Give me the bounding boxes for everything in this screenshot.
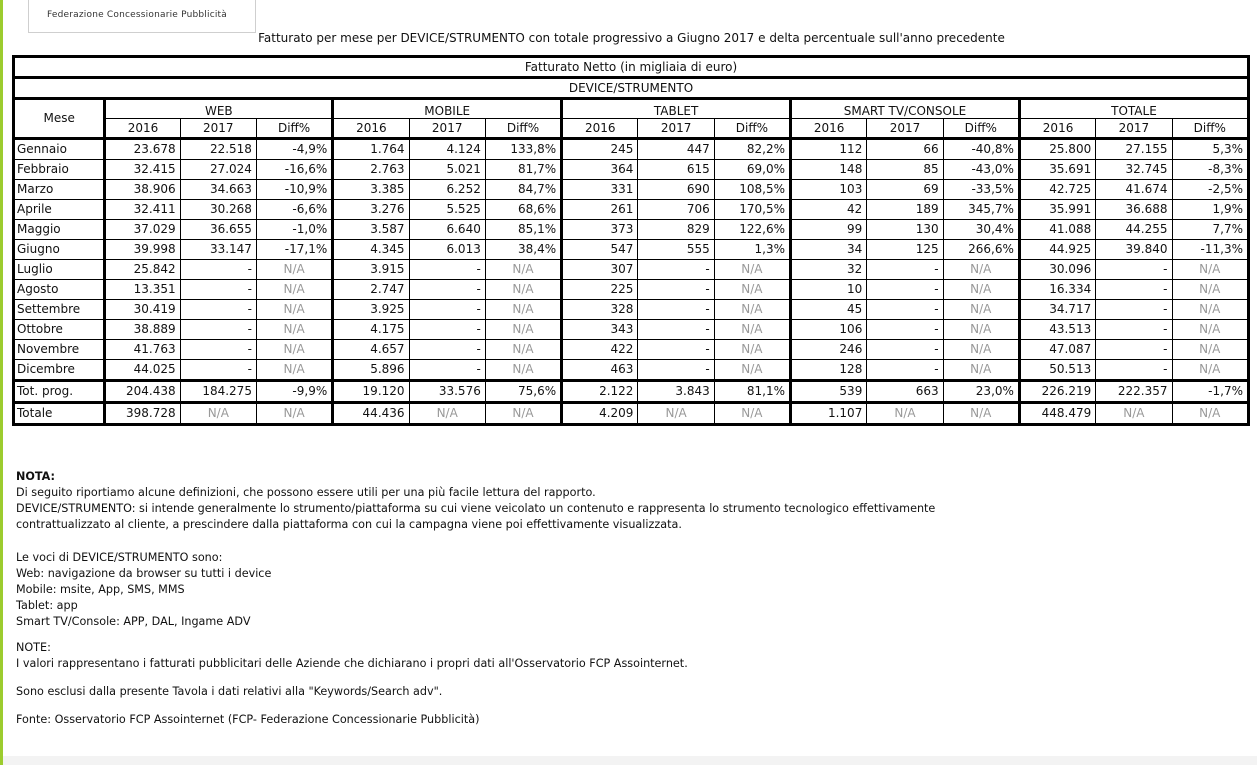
row-label: Giugno xyxy=(14,240,105,260)
cell-smarttv-diff: N/A xyxy=(943,340,1019,360)
nota-heading: NOTA: xyxy=(16,470,55,483)
subheader-web-diff: Diff% xyxy=(256,119,332,139)
cell-smarttv-2017: 663 xyxy=(867,381,943,403)
table-row xyxy=(14,240,1249,260)
row-label: Settembre xyxy=(14,300,105,320)
row-label: Marzo xyxy=(14,180,105,200)
cell-smarttv-2017: 85 xyxy=(867,160,943,180)
cell-web-diff: -1,0% xyxy=(256,220,332,240)
cell-web-diff: N/A xyxy=(256,260,332,280)
cell-mobile-2016: 4.657 xyxy=(333,340,409,360)
cell-mobile-2016: 44.436 xyxy=(333,403,409,425)
cell-smarttv-diff: -33,5% xyxy=(943,180,1019,200)
table-row xyxy=(14,340,1249,360)
row-label: Novembre xyxy=(14,340,105,360)
cell-totale-diff: -8,3% xyxy=(1172,160,1248,180)
cell-tablet-2016: 343 xyxy=(562,320,638,340)
cell-tablet-diff: 170,5% xyxy=(714,200,790,220)
voce-smarttv: Smart TV/Console: APP, DAL, Ingame ADV xyxy=(16,615,251,628)
group-header-totale: TOTALE xyxy=(1019,99,1248,119)
cell-smarttv-2017: N/A xyxy=(867,403,943,425)
cell-tablet-2016: 307 xyxy=(562,260,638,280)
cell-web-diff: N/A xyxy=(256,340,332,360)
subheader-mobile-2016: 2016 xyxy=(333,119,409,139)
cell-totale-2017: N/A xyxy=(1096,403,1172,425)
cell-totale-2016: 42.725 xyxy=(1019,180,1095,200)
cell-web-2017: N/A xyxy=(180,403,256,425)
cell-mobile-diff: N/A xyxy=(485,260,561,280)
cell-tablet-2016: 261 xyxy=(562,200,638,220)
cell-smarttv-2016: 148 xyxy=(791,160,867,180)
cell-mobile-diff: 81,7% xyxy=(485,160,561,180)
subheader-tablet-diff: Diff% xyxy=(714,119,790,139)
cell-tablet-diff: 108,5% xyxy=(714,180,790,200)
left-accent-bar xyxy=(0,0,3,765)
cell-smarttv-2016: 112 xyxy=(791,139,867,160)
cell-totale-2016: 448.479 xyxy=(1019,403,1095,425)
cell-web-2016: 38.889 xyxy=(105,320,180,340)
cell-mobile-diff: 38,4% xyxy=(485,240,561,260)
subheader-tablet-2017: 2017 xyxy=(638,119,714,139)
cell-totale-2016: 35.991 xyxy=(1019,200,1095,220)
cell-web-diff: -16,6% xyxy=(256,160,332,180)
table-row xyxy=(14,200,1249,220)
cell-tablet-2017: 690 xyxy=(638,180,714,200)
table-caption-device: DEVICE/STRUMENTO xyxy=(14,78,1249,99)
cell-smarttv-2017: 66 xyxy=(867,139,943,160)
nota-line-3: contrattualizzato al cliente, a prescindere dalla piattaforma con cui la campagna viene poi effettivamente visualizzata. xyxy=(16,518,682,531)
cell-tablet-2016: 364 xyxy=(562,160,638,180)
cell-smarttv-2016: 10 xyxy=(791,280,867,300)
row-label: Totale xyxy=(14,403,105,425)
cell-smarttv-2017: 130 xyxy=(867,220,943,240)
cell-smarttv-2016: 106 xyxy=(791,320,867,340)
table-row xyxy=(14,280,1249,300)
cell-mobile-diff: N/A xyxy=(485,280,561,300)
cell-mobile-2017: 5.525 xyxy=(409,200,485,220)
cell-smarttv-diff: N/A xyxy=(943,260,1019,280)
cell-totale-diff: N/A xyxy=(1172,320,1248,340)
note-heading: NOTE: xyxy=(16,641,51,654)
subheader-mobile-2017: 2017 xyxy=(409,119,485,139)
cell-totale-2016: 43.513 xyxy=(1019,320,1095,340)
cell-totale-2017: - xyxy=(1096,280,1172,300)
cell-totale-diff: N/A xyxy=(1172,340,1248,360)
cell-totale-2016: 25.800 xyxy=(1019,139,1095,160)
cell-smarttv-2016: 539 xyxy=(791,381,867,403)
nota-line-1: Di seguito riportiamo alcune definizioni, che possono essere utili per una più facile lettura del rapporto. xyxy=(16,486,596,499)
cell-tablet-2017: 706 xyxy=(638,200,714,220)
cell-mobile-2017: - xyxy=(409,360,485,381)
cell-tablet-2017: - xyxy=(638,280,714,300)
cell-mobile-2016: 3.915 xyxy=(333,260,409,280)
cell-mobile-2017: 4.124 xyxy=(409,139,485,160)
cell-smarttv-diff: N/A xyxy=(943,280,1019,300)
revenue-table xyxy=(12,55,1250,426)
cell-smarttv-diff: 266,6% xyxy=(943,240,1019,260)
cell-mobile-diff: 133,8% xyxy=(485,139,561,160)
row-label: Tot. prog. xyxy=(14,381,105,403)
cell-mobile-2016: 1.764 xyxy=(333,139,409,160)
cell-totale-2016: 44.925 xyxy=(1019,240,1095,260)
voci-heading: Le voci di DEVICE/STRUMENTO sono: xyxy=(16,551,223,564)
cell-mobile-diff: N/A xyxy=(485,340,561,360)
cell-tablet-2016: 373 xyxy=(562,220,638,240)
cell-totale-2017: - xyxy=(1096,360,1172,381)
cell-tablet-2016: 4.209 xyxy=(562,403,638,425)
cell-web-2016: 41.763 xyxy=(105,340,180,360)
cell-mobile-diff: 75,6% xyxy=(485,381,561,403)
header-fragment-text: Federazione Concessionarie Pubblicità xyxy=(47,10,227,20)
cell-totale-2017: 32.745 xyxy=(1096,160,1172,180)
cell-mobile-2016: 4.175 xyxy=(333,320,409,340)
row-label: Aprile xyxy=(14,200,105,220)
fonte-line: Fonte: Osservatorio FCP Assointernet (FCP- Federazione Concessionarie Pubblicità) xyxy=(16,713,480,726)
cell-mobile-2016: 5.896 xyxy=(333,360,409,381)
table-row xyxy=(14,139,1249,160)
row-label: Maggio xyxy=(14,220,105,240)
cell-totale-2017: 39.840 xyxy=(1096,240,1172,260)
cell-tablet-diff: N/A xyxy=(714,340,790,360)
cell-totale-2017: 41.674 xyxy=(1096,180,1172,200)
notes-section xyxy=(16,469,935,728)
cell-web-2016: 44.025 xyxy=(105,360,180,381)
cell-web-diff: -9,9% xyxy=(256,381,332,403)
cell-web-2017: 22.518 xyxy=(180,139,256,160)
table-row xyxy=(14,360,1249,381)
cell-web-2016: 398.728 xyxy=(105,403,180,425)
cell-totale-diff: -2,5% xyxy=(1172,180,1248,200)
cell-web-2016: 39.998 xyxy=(105,240,180,260)
subheader-web-2017: 2017 xyxy=(180,119,256,139)
cell-tablet-diff: 81,1% xyxy=(714,381,790,403)
cell-totale-2017: 27.155 xyxy=(1096,139,1172,160)
cell-mobile-2016: 3.587 xyxy=(333,220,409,240)
table-caption-fatturato: Fatturato Netto (in migliaia di euro) xyxy=(14,57,1249,78)
cell-tablet-2017: - xyxy=(638,300,714,320)
cell-mobile-2016: 2.763 xyxy=(333,160,409,180)
cell-web-2017: - xyxy=(180,300,256,320)
cell-smarttv-diff: -43,0% xyxy=(943,160,1019,180)
subheader-totale-diff: Diff% xyxy=(1172,119,1248,139)
cell-web-2017: 184.275 xyxy=(180,381,256,403)
cell-web-diff: -4,9% xyxy=(256,139,332,160)
table-row xyxy=(14,403,1249,425)
cell-smarttv-diff: 23,0% xyxy=(943,381,1019,403)
cell-tablet-2017: 555 xyxy=(638,240,714,260)
cell-smarttv-2016: 99 xyxy=(791,220,867,240)
voce-tablet: Tablet: app xyxy=(16,599,78,612)
cell-totale-diff: N/A xyxy=(1172,300,1248,320)
cell-web-diff: N/A xyxy=(256,403,332,425)
cell-mobile-2017: N/A xyxy=(409,403,485,425)
cell-tablet-2017: - xyxy=(638,360,714,381)
cell-totale-diff: 1,9% xyxy=(1172,200,1248,220)
cell-tablet-2017: - xyxy=(638,340,714,360)
report-title: Fatturato per mese per DEVICE/STRUMENTO con totale progressivo a Giugno 2017 e delta percentuale sull'anno precedente xyxy=(258,31,1005,45)
cell-web-2017: - xyxy=(180,320,256,340)
cell-tablet-2017: - xyxy=(638,260,714,280)
cell-tablet-diff: 1,3% xyxy=(714,240,790,260)
row-label: Gennaio xyxy=(14,139,105,160)
subheader-totale-2016: 2016 xyxy=(1019,119,1095,139)
cell-tablet-diff: 122,6% xyxy=(714,220,790,240)
cell-smarttv-diff: -40,8% xyxy=(943,139,1019,160)
cell-tablet-2016: 225 xyxy=(562,280,638,300)
cell-smarttv-2017: 125 xyxy=(867,240,943,260)
cell-mobile-2017: - xyxy=(409,340,485,360)
cell-mobile-2016: 3.276 xyxy=(333,200,409,220)
cell-totale-2017: - xyxy=(1096,300,1172,320)
cell-tablet-diff: N/A xyxy=(714,320,790,340)
cell-web-2016: 38.906 xyxy=(105,180,180,200)
cell-web-diff: N/A xyxy=(256,300,332,320)
cell-tablet-2016: 245 xyxy=(562,139,638,160)
group-header-tablet: TABLET xyxy=(562,99,791,119)
cell-smarttv-2016: 103 xyxy=(791,180,867,200)
cell-mobile-diff: N/A xyxy=(485,300,561,320)
cell-totale-diff: N/A xyxy=(1172,280,1248,300)
cell-mobile-2017: - xyxy=(409,260,485,280)
table-row xyxy=(14,180,1249,200)
cell-tablet-diff: N/A xyxy=(714,300,790,320)
cell-tablet-2017: N/A xyxy=(638,403,714,425)
cell-tablet-2016: 463 xyxy=(562,360,638,381)
cell-web-2017: - xyxy=(180,280,256,300)
cell-totale-2016: 226.219 xyxy=(1019,381,1095,403)
cell-smarttv-2017: - xyxy=(867,280,943,300)
cell-tablet-diff: N/A xyxy=(714,360,790,381)
cell-tablet-2017: - xyxy=(638,320,714,340)
table-row xyxy=(14,260,1249,280)
cell-mobile-2016: 2.747 xyxy=(333,280,409,300)
row-label: Agosto xyxy=(14,280,105,300)
cell-smarttv-2017: - xyxy=(867,300,943,320)
bottom-strip xyxy=(3,756,1257,765)
cell-smarttv-2017: - xyxy=(867,260,943,280)
cell-web-2016: 30.419 xyxy=(105,300,180,320)
cell-totale-diff: N/A xyxy=(1172,403,1248,425)
cell-web-2017: - xyxy=(180,340,256,360)
group-header-web: WEB xyxy=(105,99,333,119)
cell-mobile-diff: 85,1% xyxy=(485,220,561,240)
cell-smarttv-diff: N/A xyxy=(943,403,1019,425)
cell-mobile-2017: 6.252 xyxy=(409,180,485,200)
cell-tablet-2016: 331 xyxy=(562,180,638,200)
cell-totale-2016: 16.334 xyxy=(1019,280,1095,300)
note-line-2: Sono esclusi dalla presente Tavola i dati relativi alla "Keywords/Search adv". xyxy=(16,685,443,698)
table-row xyxy=(14,300,1249,320)
cell-web-diff: N/A xyxy=(256,360,332,381)
cell-web-2016: 25.842 xyxy=(105,260,180,280)
cell-totale-2016: 41.088 xyxy=(1019,220,1095,240)
cell-tablet-2016: 2.122 xyxy=(562,381,638,403)
row-label: Ottobre xyxy=(14,320,105,340)
cell-web-2017: 33.147 xyxy=(180,240,256,260)
cell-totale-2016: 47.087 xyxy=(1019,340,1095,360)
cell-mobile-2017: - xyxy=(409,280,485,300)
cell-tablet-diff: N/A xyxy=(714,403,790,425)
cell-web-diff: -6,6% xyxy=(256,200,332,220)
cell-mobile-diff: N/A xyxy=(485,320,561,340)
cell-web-2017: 36.655 xyxy=(180,220,256,240)
cell-smarttv-2017: - xyxy=(867,360,943,381)
table-row xyxy=(14,320,1249,340)
cell-tablet-2016: 328 xyxy=(562,300,638,320)
cell-totale-2017: 222.357 xyxy=(1096,381,1172,403)
cell-mobile-2016: 3.925 xyxy=(333,300,409,320)
subheader-tablet-2016: 2016 xyxy=(562,119,638,139)
table-row xyxy=(14,220,1249,240)
cell-web-2016: 32.411 xyxy=(105,200,180,220)
cell-mobile-diff: 68,6% xyxy=(485,200,561,220)
cell-smarttv-2016: 32 xyxy=(791,260,867,280)
cell-web-2017: - xyxy=(180,260,256,280)
cell-mobile-2017: 6.640 xyxy=(409,220,485,240)
cell-smarttv-diff: N/A xyxy=(943,320,1019,340)
voce-web: Web: navigazione da browser su tutti i device xyxy=(16,567,272,580)
cell-web-2017: 30.268 xyxy=(180,200,256,220)
cell-tablet-2017: 829 xyxy=(638,220,714,240)
cell-tablet-2017: 615 xyxy=(638,160,714,180)
cell-mobile-diff: N/A xyxy=(485,360,561,381)
subheader-totale-2017: 2017 xyxy=(1096,119,1172,139)
cell-totale-2017: 36.688 xyxy=(1096,200,1172,220)
cell-smarttv-2016: 128 xyxy=(791,360,867,381)
subheader-smarttv-2016: 2016 xyxy=(791,119,867,139)
cell-totale-diff: -11,3% xyxy=(1172,240,1248,260)
cell-smarttv-diff: N/A xyxy=(943,360,1019,381)
note-line-1: I valori rappresentano i fatturati pubblicitari delle Aziende che dichiarano i propri dati all'Osservatorio FCP Assointernet. xyxy=(16,657,688,670)
cell-web-2016: 32.415 xyxy=(105,160,180,180)
cell-tablet-2017: 447 xyxy=(638,139,714,160)
cell-web-2016: 13.351 xyxy=(105,280,180,300)
cell-tablet-diff: 69,0% xyxy=(714,160,790,180)
cell-tablet-2017: 3.843 xyxy=(638,381,714,403)
cell-totale-diff: 5,3% xyxy=(1172,139,1248,160)
subheader-smarttv-diff: Diff% xyxy=(943,119,1019,139)
cell-smarttv-2017: 189 xyxy=(867,200,943,220)
col-header-mese: Mese xyxy=(14,99,105,139)
cell-smarttv-2017: 69 xyxy=(867,180,943,200)
cell-totale-diff: N/A xyxy=(1172,260,1248,280)
cell-totale-2016: 35.691 xyxy=(1019,160,1095,180)
cell-mobile-diff: N/A xyxy=(485,403,561,425)
header-fragment-box xyxy=(28,0,256,33)
cell-web-2016: 23.678 xyxy=(105,139,180,160)
cell-smarttv-diff: 345,7% xyxy=(943,200,1019,220)
row-label: Luglio xyxy=(14,260,105,280)
subheader-mobile-diff: Diff% xyxy=(485,119,561,139)
cell-totale-diff: 7,7% xyxy=(1172,220,1248,240)
cell-totale-2017: 44.255 xyxy=(1096,220,1172,240)
cell-tablet-diff: 82,2% xyxy=(714,139,790,160)
cell-smarttv-diff: N/A xyxy=(943,300,1019,320)
cell-web-2016: 37.029 xyxy=(105,220,180,240)
cell-tablet-diff: N/A xyxy=(714,260,790,280)
cell-mobile-2017: - xyxy=(409,300,485,320)
cell-mobile-2017: - xyxy=(409,320,485,340)
cell-web-diff: -17,1% xyxy=(256,240,332,260)
cell-mobile-2017: 33.576 xyxy=(409,381,485,403)
cell-web-2017: - xyxy=(180,360,256,381)
cell-smarttv-2016: 246 xyxy=(791,340,867,360)
voce-mobile: Mobile: msite, App, SMS, MMS xyxy=(16,583,185,596)
cell-mobile-2016: 4.345 xyxy=(333,240,409,260)
cell-tablet-2016: 547 xyxy=(562,240,638,260)
cell-smarttv-2016: 1.107 xyxy=(791,403,867,425)
cell-tablet-2016: 422 xyxy=(562,340,638,360)
cell-web-diff: N/A xyxy=(256,320,332,340)
cell-mobile-2016: 19.120 xyxy=(333,381,409,403)
cell-web-diff: N/A xyxy=(256,280,332,300)
cell-mobile-2017: 5.021 xyxy=(409,160,485,180)
cell-mobile-2017: 6.013 xyxy=(409,240,485,260)
cell-web-2017: 34.663 xyxy=(180,180,256,200)
table-row xyxy=(14,160,1249,180)
cell-smarttv-diff: 30,4% xyxy=(943,220,1019,240)
cell-tablet-diff: N/A xyxy=(714,280,790,300)
subheader-web-2016: 2016 xyxy=(105,119,180,139)
group-header-smarttv: SMART TV/CONSOLE xyxy=(791,99,1020,119)
subheader-smarttv-2017: 2017 xyxy=(867,119,943,139)
cell-totale-diff: N/A xyxy=(1172,360,1248,381)
cell-web-2017: 27.024 xyxy=(180,160,256,180)
cell-totale-2016: 30.096 xyxy=(1019,260,1095,280)
cell-smarttv-2017: - xyxy=(867,320,943,340)
nota-line-2: DEVICE/STRUMENTO: si intende generalmente lo strumento/piattaforma su cui viene veicolato un contenuto e rappresenta lo strumento tecnologico effettivamente xyxy=(16,502,936,515)
cell-web-diff: -10,9% xyxy=(256,180,332,200)
cell-web-2016: 204.438 xyxy=(105,381,180,403)
cell-mobile-diff: 84,7% xyxy=(485,180,561,200)
row-label: Febbraio xyxy=(14,160,105,180)
cell-smarttv-2016: 42 xyxy=(791,200,867,220)
cell-totale-2017: - xyxy=(1096,340,1172,360)
cell-smarttv-2016: 45 xyxy=(791,300,867,320)
cell-totale-diff: -1,7% xyxy=(1172,381,1248,403)
cell-totale-2017: - xyxy=(1096,320,1172,340)
row-label: Dicembre xyxy=(14,360,105,381)
group-header-mobile: MOBILE xyxy=(333,99,562,119)
cell-mobile-2016: 3.385 xyxy=(333,180,409,200)
cell-smarttv-2017: - xyxy=(867,340,943,360)
table-row xyxy=(14,381,1249,403)
cell-totale-2016: 34.717 xyxy=(1019,300,1095,320)
cell-totale-2016: 50.513 xyxy=(1019,360,1095,381)
cell-smarttv-2016: 34 xyxy=(791,240,867,260)
cell-totale-2017: - xyxy=(1096,260,1172,280)
